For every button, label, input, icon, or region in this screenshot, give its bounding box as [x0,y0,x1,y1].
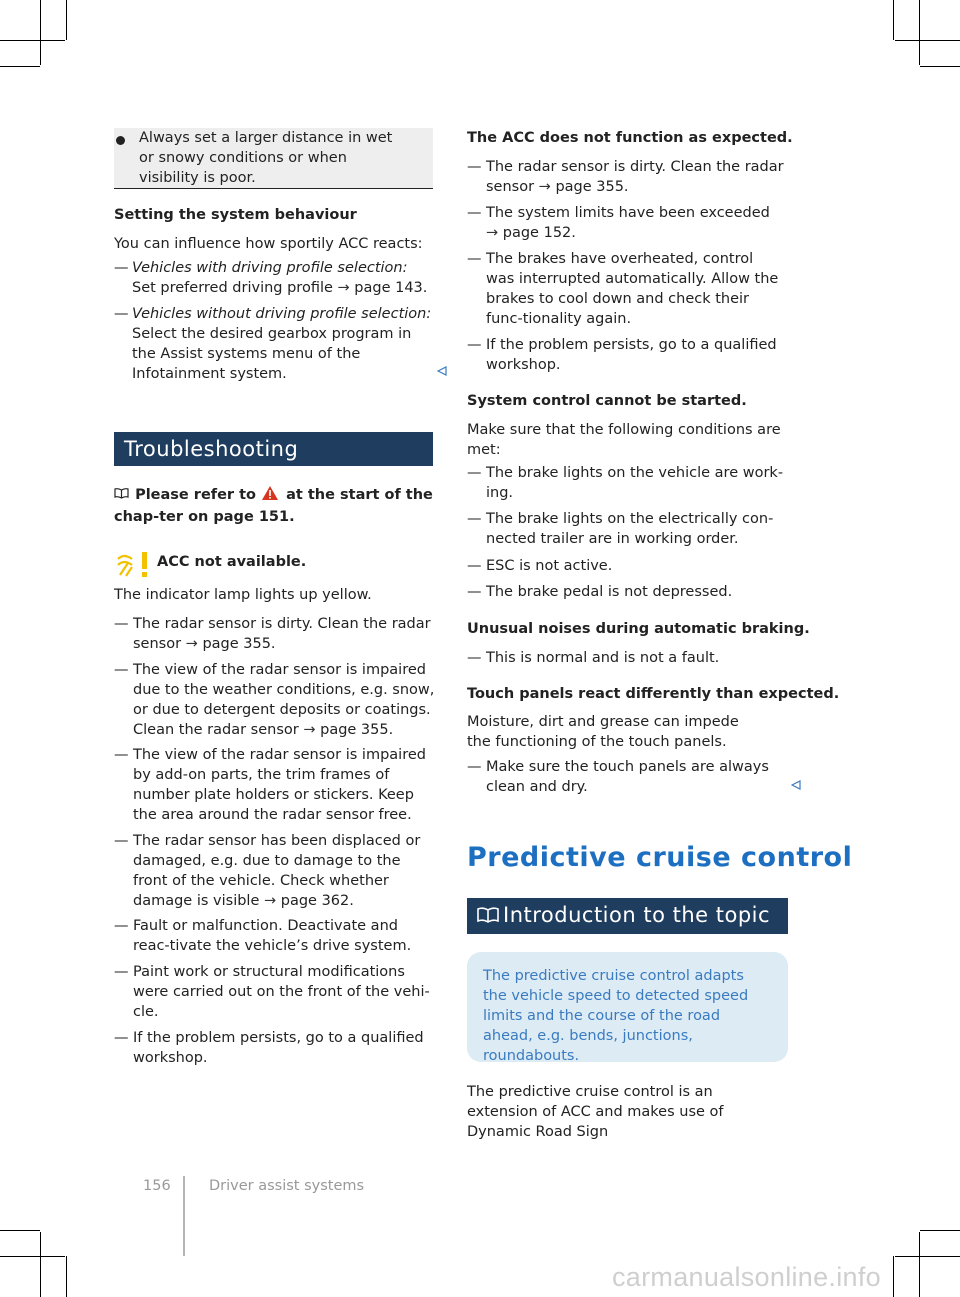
setting-item-1-text: Set preferred driving profile [132,280,338,296]
list-item-text: The brake lights on the vehicle are work-ing. [486,465,784,501]
arrow-right-icon: → [303,722,321,738]
dash-icon: — [467,337,482,353]
section-troubleshooting: Troubleshooting [114,432,433,466]
arrow-right-icon: → [486,225,503,241]
setting-item-2 [132,304,432,384]
list-item [133,614,435,654]
bullet-icon [116,136,125,145]
touch-item: Make sure the touch panels are always clean and dry. [486,759,769,795]
list-item [486,556,786,576]
sys-heading: System control cannot be started. [467,393,747,409]
page-ref-link[interactable]: page 152. [502,225,576,241]
back-triangle-icon [437,366,447,376]
dash-icon: — [114,833,129,849]
page-ref-link[interactable]: page 355. [320,722,394,738]
list-item-text: The system limits have been exceeded [486,205,770,221]
setting-item-2-text: Select the desired gearbox program in the Assist systems menu of the Infotainment system. [132,326,412,382]
page-number: 156 [143,1178,171,1194]
list-item-text: The radar sensor is dirty. Clean the radar sensor [133,616,431,652]
list-item [133,962,435,1022]
setting-item-1 [132,258,432,298]
setting-item-2-italic: Vehicles without driving profile selection: [132,306,432,322]
list-item [133,660,435,740]
list-item [486,582,786,602]
page-ref-link[interactable]: page 355. [555,179,629,195]
dash-icon: — [114,306,129,322]
refer-text-b: at the start of the chap-ter on page 151. [114,487,433,525]
page-ref-link[interactable]: page 355. [202,636,276,652]
intro-topic-bar [467,898,788,934]
dash-icon: — [114,747,129,763]
list-item-text: Paint work or structural modifications were carried out on the front of the vehi-cle. [133,964,430,1020]
list-item [486,335,786,375]
final-text: The predictive cruise control is an extension of ACC and makes use of Dynamic Road Sign [467,1084,724,1140]
acc-not-available: ACC not available. [157,554,307,570]
back-triangle-icon [791,780,801,790]
dash-icon: — [114,260,129,276]
list-item-text: The brake lights on the electrically con-nected trailer are in working order. [486,511,774,547]
arrow-right-icon: → [538,179,556,195]
book-icon [477,900,503,934]
setting-item-1-italic: Vehicles with driving profile selection: [132,260,408,276]
setting-heading: Setting the system behaviour [114,207,357,223]
chapter-title: Driver assist systems [209,1178,365,1194]
note-text: Always set a larger distance in wet or snowy conditions or when visibility is poor. [139,130,393,186]
arrow-right-icon: → [263,893,281,909]
dash-icon: — [467,759,482,775]
acc-fail-heading: The ACC does not function as expected. [467,130,793,146]
dash-icon: — [467,650,482,666]
watermark: carmanualsonline.info [612,1262,881,1292]
note-box [114,128,433,189]
dash-icon: — [467,159,482,175]
page-ref-link[interactable]: page 362. [280,893,354,909]
dash-icon: — [114,1030,129,1046]
list-item [486,509,786,549]
list-item-text: The brakes have overheated, control was interrupted automatically. Allow the brakes to cool down and check their func-tionality again. [486,251,779,327]
setting-item-1-ref[interactable]: page 143. [354,280,428,296]
dash-icon: — [467,465,482,481]
lamp-text: The indicator lamp lights up yellow. [114,587,372,603]
warning-triangle-icon [261,485,281,507]
dash-icon: — [114,662,129,678]
list-item-text: ESC is not active. [486,558,613,574]
list-item-text: The radar sensor has been displaced or damaged, e.g. due to damage to the front of the vehicle. Check whether damage is visible [133,833,421,909]
refer-line [114,485,434,527]
dash-icon: — [467,511,482,527]
list-item [486,463,786,503]
pcc-title: Predictive cruise control [467,842,853,873]
list-item-text: The brake pedal is not depressed. [486,584,733,600]
arrow-right-icon: → [337,280,355,296]
list-item [133,1028,435,1068]
intro-topic-label: Introduction to the topic [503,903,771,927]
list-item-text: If the problem persists, go to a qualified workshop. [486,337,777,373]
noise-heading: Unusual noises during automatic braking. [467,621,810,637]
list-item [133,916,435,956]
dash-icon: — [467,205,482,221]
list-item [486,157,786,197]
list-item [486,249,786,329]
dash-icon: — [114,918,129,934]
dash-icon: — [467,251,482,267]
refer-text-a: Please refer to [135,487,262,503]
book-icon [114,485,130,505]
list-item-text: The view of the radar sensor is impaired by add-on parts, the trim frames of number plate holders or stickers. Keep the area around the radar sensor free. [133,747,426,823]
touch-heading: Touch panels react differently than expected. [467,686,840,702]
dash-icon: — [467,584,482,600]
list-item-text: The radar sensor is dirty. Clean the radar sensor [486,159,784,195]
acc-warning-icon [114,549,152,579]
sys-intro: Make sure that the following conditions are met: [467,422,781,458]
setting-intro: You can influence how sportily ACC reacts: [114,236,423,252]
info-box [467,952,788,1062]
dash-icon: — [114,616,129,632]
list-item-text: Fault or malfunction. Deactivate and reac-tivate the vehicle’s drive system. [133,918,412,954]
list-item [486,203,786,243]
list-item [133,745,435,825]
touch-intro: Moisture, dirt and grease can impede the functioning of the touch panels. [467,714,739,750]
list-item-text: If the problem persists, go to a qualified workshop. [133,1030,424,1066]
noise-item: This is normal and is not a fault. [486,650,720,666]
list-item [133,831,435,911]
list-item-text: The view of the radar sensor is impaired due to the weather conditions, e.g. snow, or due to detergent deposits or coatings. Clean the radar sensor [133,662,435,738]
arrow-right-icon: → [185,636,203,652]
footer-divider [183,1176,185,1256]
dash-icon: — [467,558,482,574]
dash-icon: — [114,964,129,980]
info-text: The predictive cruise control adapts the vehicle speed to detected speed limits and the course of the road ahead, e.g. bends, junctions, roundabouts. [483,968,749,1064]
